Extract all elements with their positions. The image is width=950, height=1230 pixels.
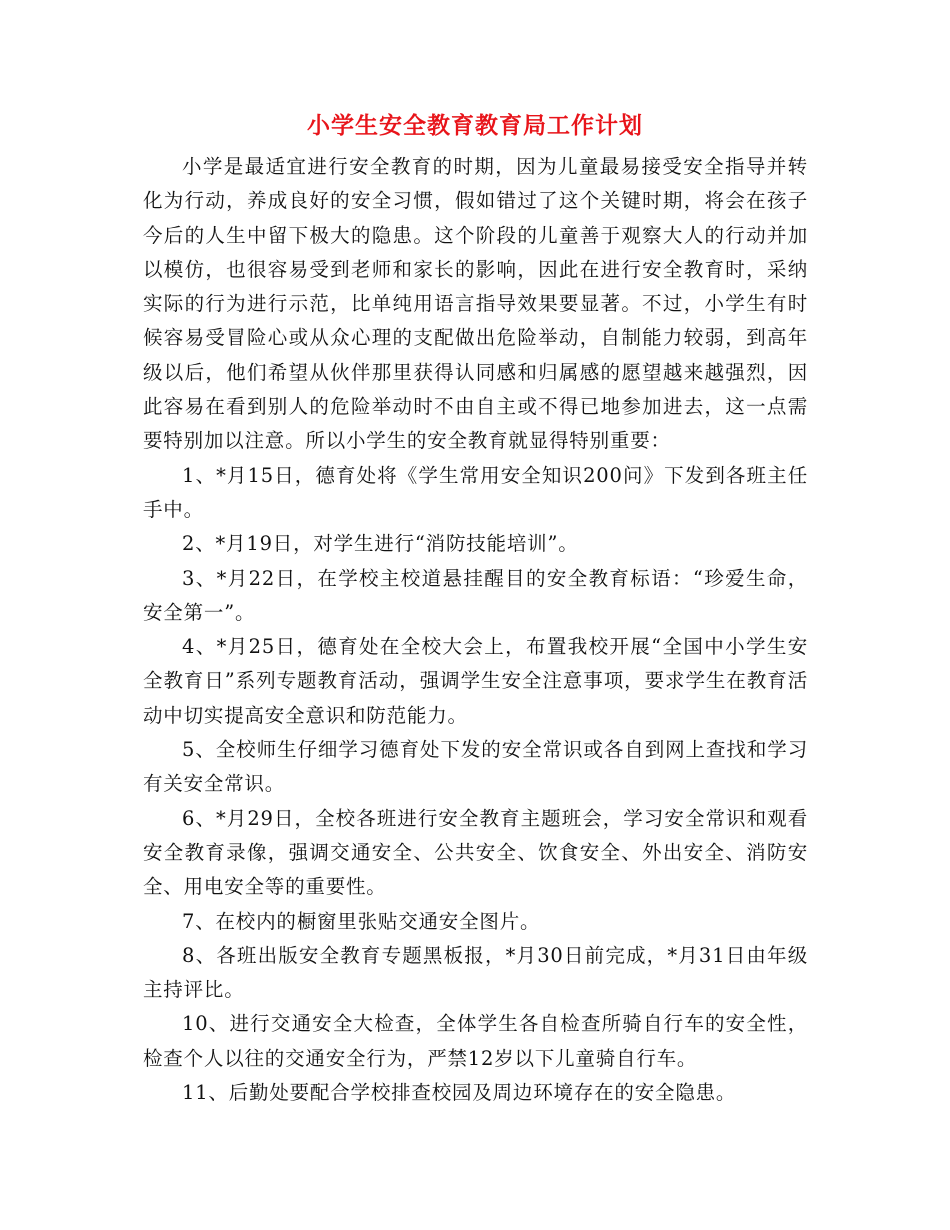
plan-item-6: 6、*月29日，全校各班进行安全教育主题班会，学习安全常识和观看安全教育录像，强调交通安全、公共安全、饮食安全、外出安全、消防安全、用电安全等的重要性。 [143,806,808,899]
plan-item-5: 5、全校师生仔细学习德育处下发的安全常识或各自到网上查找和学习有关安全常识。 [143,738,808,796]
plan-item-1: 1、*月15日，德育处将《学生常用安全知识200问》下发到各班主任手中。 [143,463,808,521]
plan-item-7: 7、在校内的橱窗里张贴交通安全图片。 [182,909,541,933]
document-title: 小学生安全教育教育局工作计划 [307,112,643,139]
document-body [143,150,808,1110]
plan-item-4: 4、*月25日，德育处在全校大会上，布置我校开展“全国中小学生安全教育日”系列专题教育活动，强调学生安全注意事项，要求学生在教育活动中切实提高安全意识和防范能力。 [143,635,808,727]
intro-paragraph: 小学是最适宜进行安全教育的时期，因为儿童最易接受安全指导并转化为行动，养成良好的安全习惯，假如错过了这个关键时期，将会在孩子今后的人生中留下极大的隐患。这个阶段的儿童善于观察大人的行动并加以模仿，也很容易受到老师和家长的影响，因此在进行安全教育时，采纳实际的行为进行示范，比单纯用语言指导效果要显著。不过，小学生有时候容易受冒险心或从众心理的支配做出危险举动，自制能力较弱，到高年级以后，他们希望从伙伴那里获得认同感和归属感的愿望越来越强烈，因此容易在看到别人的危险举动时不由自主或不得已地参加进去，这一点需要特别加以注意。所以小学生的安全教育就显得特别重要： [143,155,808,453]
plan-item-8: 8、各班出版安全教育专题黑板报，*月30日前完成，*月31日由年级主持评比。 [143,943,808,1002]
plan-item-10: 10、进行交通安全大检查，全体学生各自检查所骑自行车的安全性，检查个人以往的交通安全行为，严禁12岁以下儿童骑自行车。 [143,1012,808,1070]
plan-item-2: 2、*月19日，对学生进行“消防技能培训”。 [182,532,579,556]
plan-item-3: 3、*月22日，在学校主校道悬挂醒目的安全教育标语：“珍爱生命，安全第一”。 [143,566,808,624]
plan-item-11: 11、后勤处要配合学校排查校园及周边环境存在的安全隐患。 [182,1081,737,1105]
